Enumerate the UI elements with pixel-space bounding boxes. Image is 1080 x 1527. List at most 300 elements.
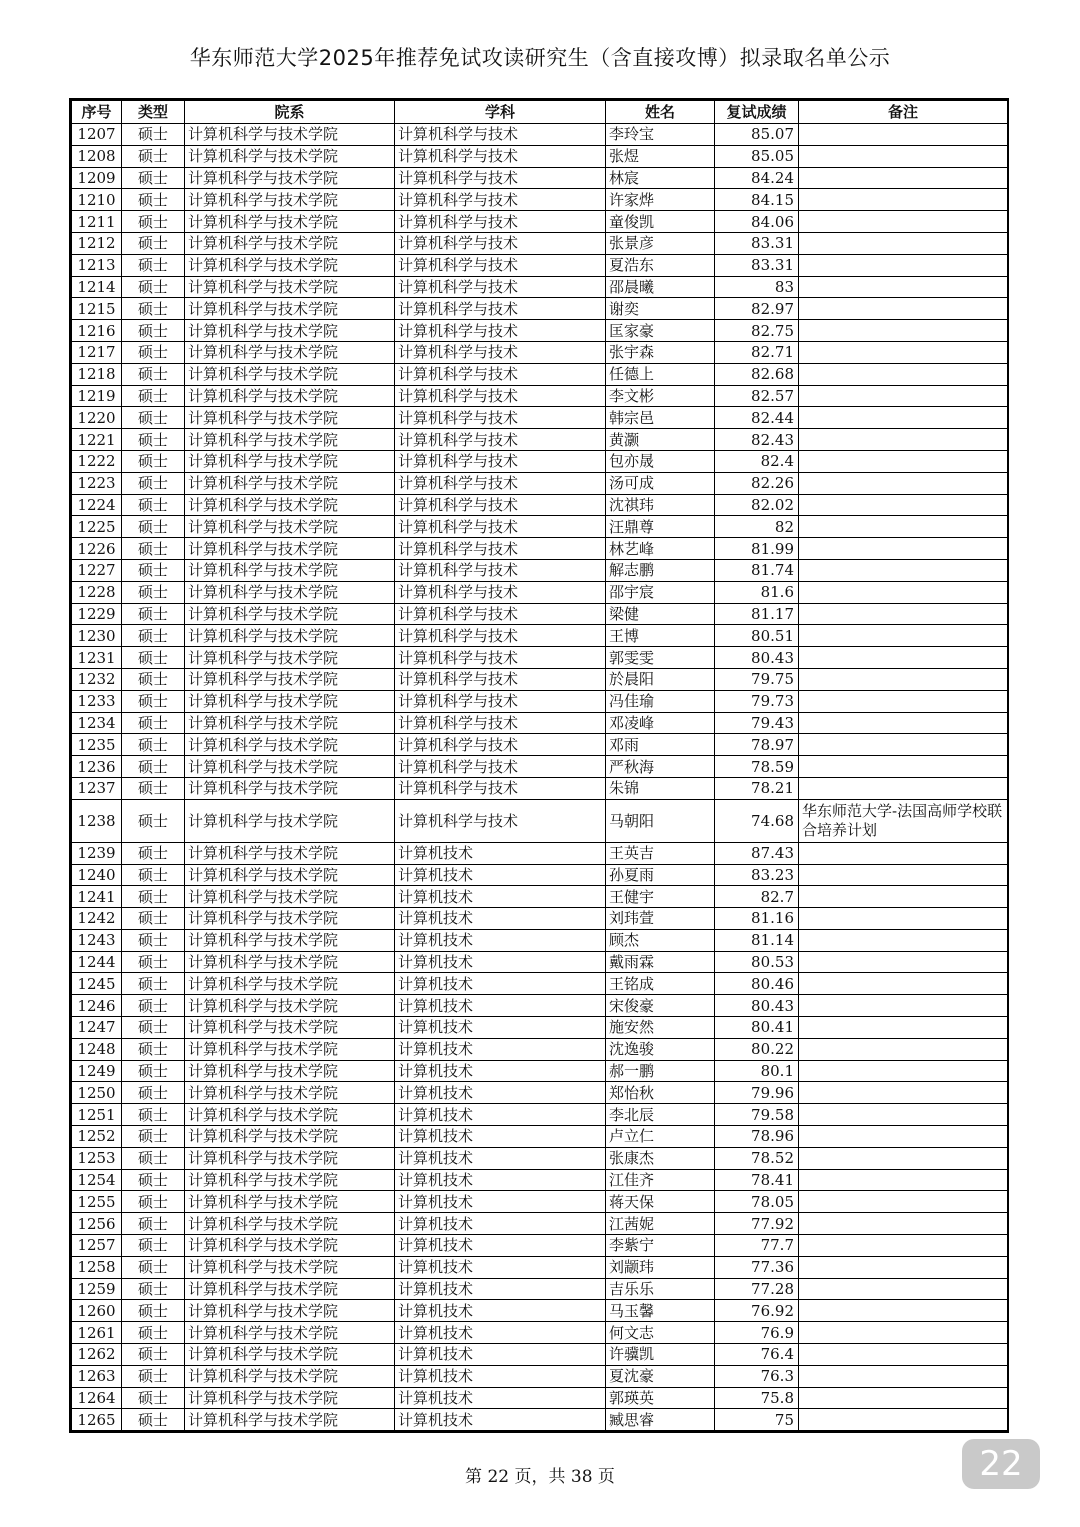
- remark-cell: [799, 254, 1008, 276]
- interview-score-cell: 82.4: [715, 450, 799, 472]
- student-name-cell: 夏浩东: [606, 254, 715, 276]
- admission-table: [71, 100, 1008, 1431]
- row-number-cell: 1258: [72, 1256, 122, 1278]
- row-number-cell: 1254: [72, 1169, 122, 1191]
- remark-cell: [799, 1300, 1008, 1322]
- subject-cell: 计算机技术: [395, 973, 606, 995]
- department-cell: 计算机科学与技术学院: [185, 908, 395, 930]
- row-number-cell: 1244: [72, 951, 122, 973]
- degree-type-cell: 硕士: [122, 799, 185, 842]
- degree-type-cell: 硕士: [122, 211, 185, 233]
- row-number-cell: 1210: [72, 189, 122, 211]
- row-number-cell: 1247: [72, 1017, 122, 1039]
- remark-cell: [799, 1017, 1008, 1039]
- row-number-cell: 1231: [72, 647, 122, 669]
- student-name-cell: 汪鼎尊: [606, 516, 715, 538]
- department-cell: 计算机科学与技术学院: [185, 1082, 395, 1104]
- degree-type-cell: 硕士: [122, 886, 185, 908]
- interview-score-cell: 77.92: [715, 1213, 799, 1235]
- interview-score-cell: 81.6: [715, 581, 799, 603]
- table-row: [72, 363, 1008, 385]
- student-name-cell: 顾杰: [606, 929, 715, 951]
- degree-type-cell: 硕士: [122, 712, 185, 734]
- degree-type-cell: 硕士: [122, 145, 185, 167]
- degree-type-cell: 硕士: [122, 559, 185, 581]
- table-row: [72, 1082, 1008, 1104]
- row-number-cell: 1256: [72, 1213, 122, 1235]
- department-cell: 计算机科学与技术学院: [185, 734, 395, 756]
- degree-type-cell: 硕士: [122, 1017, 185, 1039]
- department-cell: 计算机科学与技术学院: [185, 124, 395, 146]
- table-row: [72, 1169, 1008, 1191]
- degree-type-cell: 硕士: [122, 1213, 185, 1235]
- interview-score-cell: 78.96: [715, 1126, 799, 1148]
- remark-cell: [799, 167, 1008, 189]
- subject-cell: 计算机科学与技术: [395, 603, 606, 625]
- department-cell: 计算机科学与技术学院: [185, 211, 395, 233]
- degree-type-cell: 硕士: [122, 951, 185, 973]
- table-row: [72, 1256, 1008, 1278]
- interview-score-cell: 77.28: [715, 1278, 799, 1300]
- row-number-cell: 1219: [72, 385, 122, 407]
- subject-cell: 计算机科学与技术: [395, 756, 606, 778]
- student-name-cell: 许家烨: [606, 189, 715, 211]
- remark-cell: [799, 1104, 1008, 1126]
- table-row: [72, 211, 1008, 233]
- degree-type-cell: 硕士: [122, 429, 185, 451]
- table-row: [72, 864, 1008, 886]
- student-name-cell: 李文彬: [606, 385, 715, 407]
- header-name: 姓名: [606, 101, 715, 124]
- remark-cell: [799, 1213, 1008, 1235]
- row-number-cell: 1228: [72, 581, 122, 603]
- table-row: [72, 799, 1008, 842]
- table-row: [72, 472, 1008, 494]
- interview-score-cell: 79.58: [715, 1104, 799, 1126]
- table-row: [72, 167, 1008, 189]
- student-name-cell: 於晨阳: [606, 668, 715, 690]
- student-name-cell: 卢立仁: [606, 1126, 715, 1148]
- remark-cell: [799, 1191, 1008, 1213]
- interview-score-cell: 82.57: [715, 385, 799, 407]
- student-name-cell: 王博: [606, 625, 715, 647]
- row-number-cell: 1232: [72, 668, 122, 690]
- table-row: [72, 124, 1008, 146]
- interview-score-cell: 84.24: [715, 167, 799, 189]
- degree-type-cell: 硕士: [122, 1104, 185, 1126]
- interview-score-cell: 81.99: [715, 538, 799, 560]
- interview-score-cell: 82.68: [715, 363, 799, 385]
- remark-cell: [799, 320, 1008, 342]
- interview-score-cell: 75.8: [715, 1387, 799, 1409]
- degree-type-cell: 硕士: [122, 538, 185, 560]
- row-number-cell: 1230: [72, 625, 122, 647]
- interview-score-cell: 76.92: [715, 1300, 799, 1322]
- interview-score-cell: 83.31: [715, 254, 799, 276]
- remark-cell: [799, 668, 1008, 690]
- table-row: [72, 842, 1008, 864]
- degree-type-cell: 硕士: [122, 472, 185, 494]
- department-cell: 计算机科学与技术学院: [185, 189, 395, 211]
- subject-cell: 计算机科学与技术: [395, 385, 606, 407]
- student-name-cell: 臧思睿: [606, 1409, 715, 1431]
- row-number-cell: 1249: [72, 1060, 122, 1082]
- department-cell: 计算机科学与技术学院: [185, 603, 395, 625]
- remark-cell: [799, 1169, 1008, 1191]
- interview-score-cell: 79.43: [715, 712, 799, 734]
- table-row: [72, 1038, 1008, 1060]
- interview-score-cell: 82.97: [715, 298, 799, 320]
- interview-score-cell: 76.9: [715, 1322, 799, 1344]
- remark-cell: [799, 603, 1008, 625]
- student-name-cell: 冯佳瑜: [606, 690, 715, 712]
- degree-type-cell: 硕士: [122, 908, 185, 930]
- page-footer: 第 22 页，共 38 页: [465, 1467, 615, 1487]
- student-name-cell: 童俊凯: [606, 211, 715, 233]
- degree-type-cell: 硕士: [122, 320, 185, 342]
- row-number-cell: 1222: [72, 450, 122, 472]
- degree-type-cell: 硕士: [122, 232, 185, 254]
- department-cell: 计算机科学与技术学院: [185, 668, 395, 690]
- remark-cell: [799, 647, 1008, 669]
- department-cell: 计算机科学与技术学院: [185, 690, 395, 712]
- remark-cell: [799, 1235, 1008, 1257]
- remark-cell: [799, 777, 1008, 799]
- interview-score-cell: 75: [715, 1409, 799, 1431]
- degree-type-cell: 硕士: [122, 298, 185, 320]
- student-name-cell: 邓雨: [606, 734, 715, 756]
- row-number-cell: 1263: [72, 1365, 122, 1387]
- table-row: [72, 995, 1008, 1017]
- department-cell: 计算机科学与技术学院: [185, 1387, 395, 1409]
- row-number-cell: 1209: [72, 167, 122, 189]
- degree-type-cell: 硕士: [122, 690, 185, 712]
- remark-cell: [799, 538, 1008, 560]
- interview-score-cell: 79.96: [715, 1082, 799, 1104]
- header-score: 复试成绩: [715, 101, 799, 124]
- department-cell: 计算机科学与技术学院: [185, 276, 395, 298]
- row-number-cell: 1234: [72, 712, 122, 734]
- row-number-cell: 1241: [72, 886, 122, 908]
- department-cell: 计算机科学与技术学院: [185, 254, 395, 276]
- student-name-cell: 梁健: [606, 603, 715, 625]
- department-cell: 计算机科学与技术学院: [185, 472, 395, 494]
- subject-cell: 计算机技术: [395, 1082, 606, 1104]
- remark-cell: [799, 516, 1008, 538]
- department-cell: 计算机科学与技术学院: [185, 799, 395, 842]
- student-name-cell: 夏沈豪: [606, 1365, 715, 1387]
- interview-score-cell: 81.17: [715, 603, 799, 625]
- row-number-cell: 1264: [72, 1387, 122, 1409]
- degree-type-cell: 硕士: [122, 1038, 185, 1060]
- student-name-cell: 邵晨曦: [606, 276, 715, 298]
- table-row: [72, 625, 1008, 647]
- degree-type-cell: 硕士: [122, 668, 185, 690]
- table-row: [72, 145, 1008, 167]
- interview-score-cell: 82.26: [715, 472, 799, 494]
- student-name-cell: 解志鹏: [606, 559, 715, 581]
- degree-type-cell: 硕士: [122, 625, 185, 647]
- degree-type-cell: 硕士: [122, 189, 185, 211]
- subject-cell: 计算机科学与技术: [395, 320, 606, 342]
- table-row: [72, 559, 1008, 581]
- student-name-cell: 黄灏: [606, 429, 715, 451]
- department-cell: 计算机科学与技术学院: [185, 167, 395, 189]
- degree-type-cell: 硕士: [122, 1235, 185, 1257]
- degree-type-cell: 硕士: [122, 1060, 185, 1082]
- department-cell: 计算机科学与技术学院: [185, 145, 395, 167]
- subject-cell: 计算机技术: [395, 1300, 606, 1322]
- student-name-cell: 刘颛玮: [606, 1256, 715, 1278]
- interview-score-cell: 76.3: [715, 1365, 799, 1387]
- subject-cell: 计算机技术: [395, 1365, 606, 1387]
- interview-score-cell: 78.05: [715, 1191, 799, 1213]
- subject-cell: 计算机科学与技术: [395, 799, 606, 842]
- subject-cell: 计算机科学与技术: [395, 124, 606, 146]
- table-row: [72, 341, 1008, 363]
- subject-cell: 计算机科学与技术: [395, 189, 606, 211]
- interview-score-cell: 80.1: [715, 1060, 799, 1082]
- degree-type-cell: 硕士: [122, 647, 185, 669]
- interview-score-cell: 78.52: [715, 1147, 799, 1169]
- table-row: [72, 538, 1008, 560]
- remark-cell: [799, 712, 1008, 734]
- table-row: [72, 581, 1008, 603]
- student-name-cell: 戴雨霖: [606, 951, 715, 973]
- degree-type-cell: 硕士: [122, 516, 185, 538]
- department-cell: 计算机科学与技术学院: [185, 298, 395, 320]
- interview-score-cell: 84.15: [715, 189, 799, 211]
- degree-type-cell: 硕士: [122, 167, 185, 189]
- row-number-cell: 1239: [72, 842, 122, 864]
- department-cell: 计算机科学与技术学院: [185, 1038, 395, 1060]
- row-number-cell: 1237: [72, 777, 122, 799]
- table-row: [72, 298, 1008, 320]
- subject-cell: 计算机技术: [395, 951, 606, 973]
- row-number-cell: 1220: [72, 407, 122, 429]
- interview-score-cell: 78.21: [715, 777, 799, 799]
- row-number-cell: 1257: [72, 1235, 122, 1257]
- interview-score-cell: 80.43: [715, 995, 799, 1017]
- row-number-cell: 1261: [72, 1322, 122, 1344]
- row-number-cell: 1235: [72, 734, 122, 756]
- remark-cell: [799, 1256, 1008, 1278]
- table-row: [72, 1191, 1008, 1213]
- student-name-cell: 沈逸骏: [606, 1038, 715, 1060]
- table-row: [72, 777, 1008, 799]
- student-name-cell: 蒋天保: [606, 1191, 715, 1213]
- subject-cell: 计算机科学与技术: [395, 341, 606, 363]
- student-name-cell: 包亦晟: [606, 450, 715, 472]
- row-number-cell: 1211: [72, 211, 122, 233]
- subject-cell: 计算机科学与技术: [395, 429, 606, 451]
- row-number-cell: 1245: [72, 973, 122, 995]
- row-number-cell: 1229: [72, 603, 122, 625]
- table-row: [72, 320, 1008, 342]
- row-number-cell: 1225: [72, 516, 122, 538]
- degree-type-cell: 硕士: [122, 1300, 185, 1322]
- subject-cell: 计算机科学与技术: [395, 690, 606, 712]
- subject-cell: 计算机技术: [395, 1169, 606, 1191]
- interview-score-cell: 83.23: [715, 864, 799, 886]
- header-subject: 学科: [395, 101, 606, 124]
- degree-type-cell: 硕士: [122, 254, 185, 276]
- remark-cell: [799, 1278, 1008, 1300]
- degree-type-cell: 硕士: [122, 1322, 185, 1344]
- subject-cell: 计算机技术: [395, 1256, 606, 1278]
- remark-cell: [799, 1344, 1008, 1366]
- header-note: 备注: [799, 101, 1008, 124]
- student-name-cell: 谢奕: [606, 298, 715, 320]
- student-name-cell: 许骥凯: [606, 1344, 715, 1366]
- degree-type-cell: 硕士: [122, 581, 185, 603]
- department-cell: 计算机科学与技术学院: [185, 494, 395, 516]
- interview-score-cell: 80.43: [715, 647, 799, 669]
- subject-cell: 计算机科学与技术: [395, 647, 606, 669]
- row-number-cell: 1265: [72, 1409, 122, 1431]
- subject-cell: 计算机科学与技术: [395, 145, 606, 167]
- department-cell: 计算机科学与技术学院: [185, 1278, 395, 1300]
- row-number-cell: 1253: [72, 1147, 122, 1169]
- table-row: [72, 1409, 1008, 1431]
- department-cell: 计算机科学与技术学院: [185, 1104, 395, 1126]
- row-number-cell: 1226: [72, 538, 122, 560]
- subject-cell: 计算机技术: [395, 886, 606, 908]
- department-cell: 计算机科学与技术学院: [185, 450, 395, 472]
- row-number-cell: 1248: [72, 1038, 122, 1060]
- table-row: [72, 756, 1008, 778]
- student-name-cell: 李玲宝: [606, 124, 715, 146]
- row-number-cell: 1207: [72, 124, 122, 146]
- student-name-cell: 张景彦: [606, 232, 715, 254]
- subject-cell: 计算机科学与技术: [395, 254, 606, 276]
- subject-cell: 计算机技术: [395, 1126, 606, 1148]
- subject-cell: 计算机科学与技术: [395, 516, 606, 538]
- page-title: 华东师范大学2025年推荐免试攻读研究生（含直接攻博）拟录取名单公示: [189, 46, 891, 70]
- student-name-cell: 李北辰: [606, 1104, 715, 1126]
- remark-cell: [799, 298, 1008, 320]
- degree-type-cell: 硕士: [122, 777, 185, 799]
- interview-score-cell: 82.02: [715, 494, 799, 516]
- table-row: [72, 886, 1008, 908]
- department-cell: 计算机科学与技术学院: [185, 995, 395, 1017]
- row-number-cell: 1260: [72, 1300, 122, 1322]
- department-cell: 计算机科学与技术学院: [185, 581, 395, 603]
- remark-cell: [799, 1082, 1008, 1104]
- department-cell: 计算机科学与技术学院: [185, 973, 395, 995]
- department-cell: 计算机科学与技术学院: [185, 777, 395, 799]
- table-row: [72, 276, 1008, 298]
- student-name-cell: 邵宇宸: [606, 581, 715, 603]
- department-cell: 计算机科学与技术学院: [185, 429, 395, 451]
- remark-cell: [799, 951, 1008, 973]
- row-number-cell: 1208: [72, 145, 122, 167]
- table-row: [72, 973, 1008, 995]
- degree-type-cell: 硕士: [122, 929, 185, 951]
- table-row: [72, 1213, 1008, 1235]
- interview-score-cell: 81.74: [715, 559, 799, 581]
- subject-cell: 计算机科学与技术: [395, 298, 606, 320]
- remark-cell: [799, 211, 1008, 233]
- subject-cell: 计算机技术: [395, 995, 606, 1017]
- remark-cell: [799, 145, 1008, 167]
- student-name-cell: 张煜: [606, 145, 715, 167]
- degree-type-cell: 硕士: [122, 1191, 185, 1213]
- row-number-cell: 1216: [72, 320, 122, 342]
- degree-type-cell: 硕士: [122, 1082, 185, 1104]
- row-number-cell: 1246: [72, 995, 122, 1017]
- subject-cell: 计算机技术: [395, 1278, 606, 1300]
- subject-cell: 计算机技术: [395, 1235, 606, 1257]
- interview-score-cell: 85.07: [715, 124, 799, 146]
- subject-cell: 计算机技术: [395, 1147, 606, 1169]
- subject-cell: 计算机科学与技术: [395, 712, 606, 734]
- department-cell: 计算机科学与技术学院: [185, 1344, 395, 1366]
- department-cell: 计算机科学与技术学院: [185, 842, 395, 864]
- department-cell: 计算机科学与技术学院: [185, 559, 395, 581]
- remark-cell: [799, 341, 1008, 363]
- interview-score-cell: 85.05: [715, 145, 799, 167]
- student-name-cell: 林艺峰: [606, 538, 715, 560]
- row-number-cell: 1218: [72, 363, 122, 385]
- subject-cell: 计算机技术: [395, 1017, 606, 1039]
- remark-cell: [799, 1387, 1008, 1409]
- interview-score-cell: 84.06: [715, 211, 799, 233]
- degree-type-cell: 硕士: [122, 341, 185, 363]
- row-number-cell: 1215: [72, 298, 122, 320]
- department-cell: 计算机科学与技术学院: [185, 1126, 395, 1148]
- student-name-cell: 郑怡秋: [606, 1082, 715, 1104]
- table-row: [72, 1387, 1008, 1409]
- row-number-cell: 1262: [72, 1344, 122, 1366]
- table-row: [72, 1344, 1008, 1366]
- table-row: [72, 1235, 1008, 1257]
- degree-type-cell: 硕士: [122, 1147, 185, 1169]
- degree-type-cell: 硕士: [122, 603, 185, 625]
- student-name-cell: 何文志: [606, 1322, 715, 1344]
- header-type: 类型: [122, 101, 185, 124]
- student-name-cell: 施安然: [606, 1017, 715, 1039]
- student-name-cell: 郭瑛英: [606, 1387, 715, 1409]
- department-cell: 计算机科学与技术学院: [185, 1322, 395, 1344]
- row-number-cell: 1213: [72, 254, 122, 276]
- student-name-cell: 王铭成: [606, 973, 715, 995]
- student-name-cell: 郭雯雯: [606, 647, 715, 669]
- department-cell: 计算机科学与技术学院: [185, 647, 395, 669]
- student-name-cell: 林宸: [606, 167, 715, 189]
- subject-cell: 计算机科学与技术: [395, 559, 606, 581]
- degree-type-cell: 硕士: [122, 1409, 185, 1431]
- subject-cell: 计算机科学与技术: [395, 538, 606, 560]
- row-number-cell: 1238: [72, 799, 122, 842]
- table-row: [72, 1365, 1008, 1387]
- remark-cell: 华东师范大学-法国高师学校联合培养计划: [799, 799, 1008, 842]
- department-cell: 计算机科学与技术学院: [185, 1409, 395, 1431]
- table-row: [72, 516, 1008, 538]
- student-name-cell: 沈祺玮: [606, 494, 715, 516]
- table-row: [72, 494, 1008, 516]
- student-name-cell: 江佳齐: [606, 1169, 715, 1191]
- remark-cell: [799, 1060, 1008, 1082]
- degree-type-cell: 硕士: [122, 734, 185, 756]
- remark-cell: [799, 973, 1008, 995]
- department-cell: 计算机科学与技术学院: [185, 1300, 395, 1322]
- subject-cell: 计算机科学与技术: [395, 211, 606, 233]
- subject-cell: 计算机技术: [395, 929, 606, 951]
- interview-score-cell: 82.71: [715, 341, 799, 363]
- student-name-cell: 韩宗邑: [606, 407, 715, 429]
- remark-cell: [799, 1322, 1008, 1344]
